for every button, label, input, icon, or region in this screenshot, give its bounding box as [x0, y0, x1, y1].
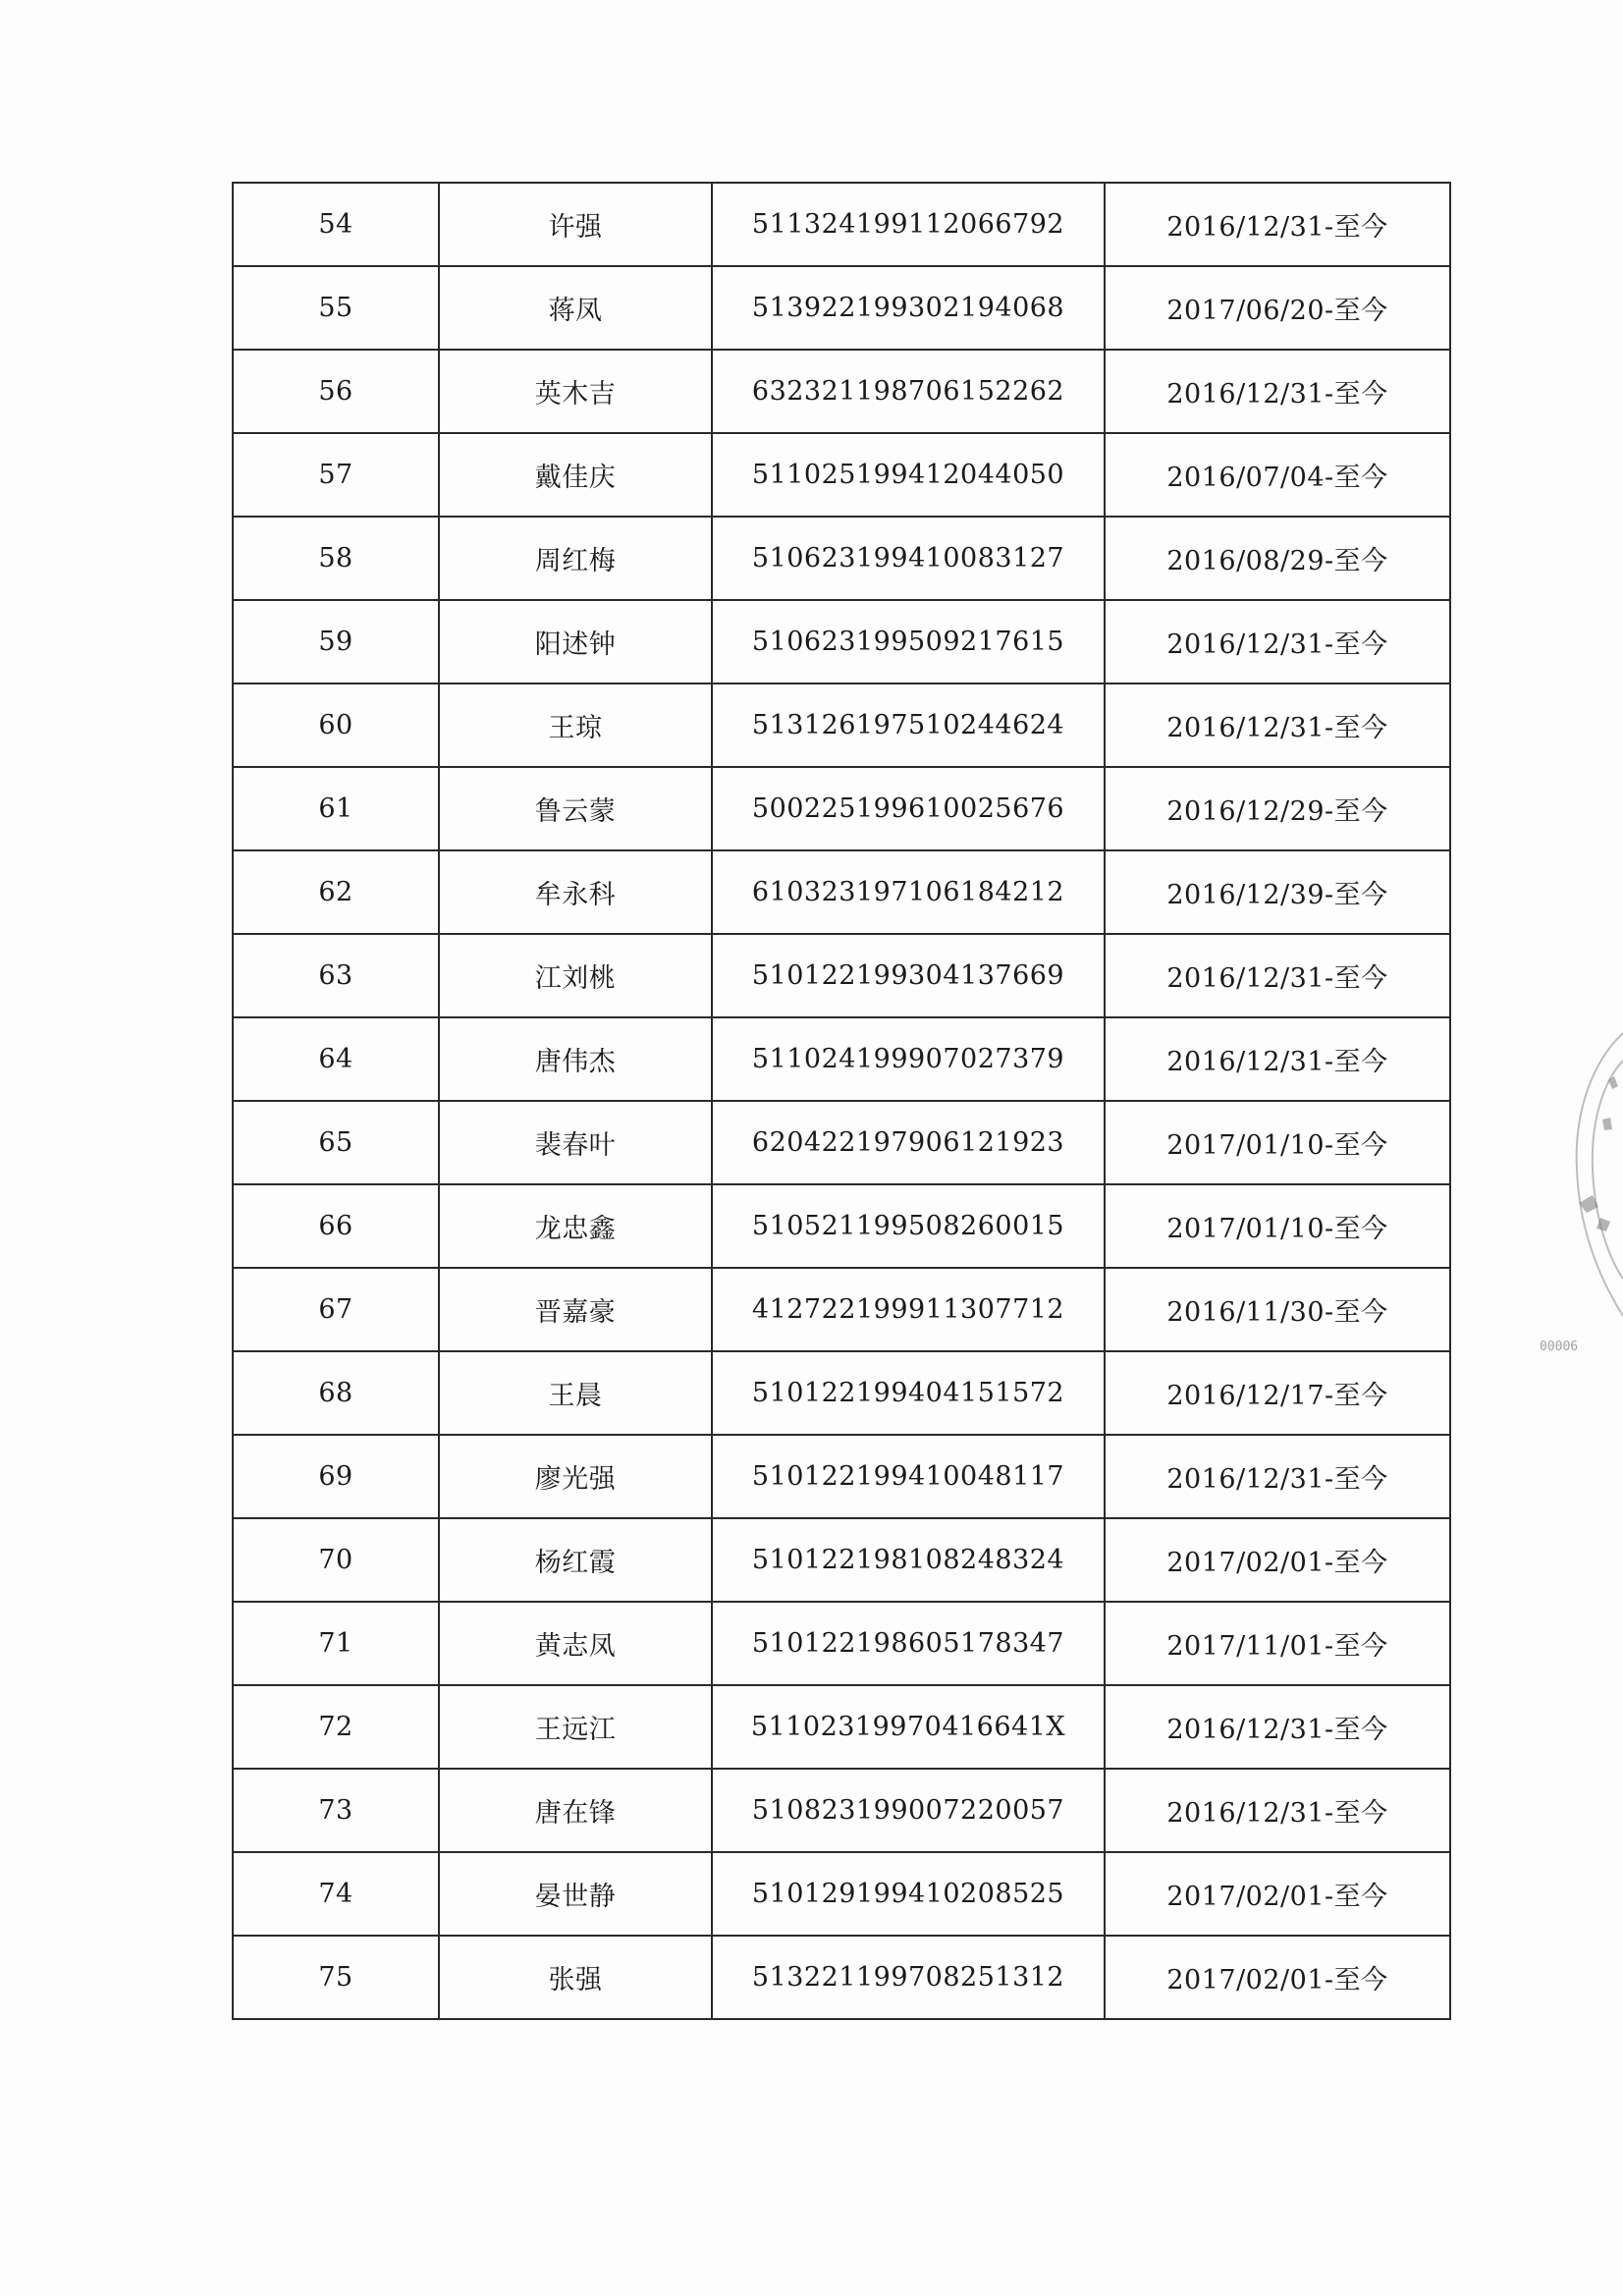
employment-period: 2016/12/29-至今	[1105, 767, 1450, 850]
id-number: 510122199304137669	[712, 934, 1105, 1017]
row-number: 62	[233, 850, 439, 934]
table-row	[233, 1518, 1450, 1602]
employment-period: 2017/02/01-至今	[1105, 1936, 1450, 2019]
person-name: 廖光强	[439, 1435, 712, 1518]
row-number: 69	[233, 1435, 439, 1518]
employment-period: 2017/01/10-至今	[1105, 1101, 1450, 1184]
person-name: 许强	[439, 183, 712, 266]
employment-period: 2017/02/01-至今	[1105, 1518, 1450, 1602]
person-name: 裴春叶	[439, 1101, 712, 1184]
official-seal-fragment	[1540, 1021, 1623, 1375]
row-number: 67	[233, 1268, 439, 1351]
id-number: 510823199007220057	[712, 1769, 1105, 1852]
table-row	[233, 350, 1450, 433]
employment-period: 2016/12/31-至今	[1105, 600, 1450, 683]
id-number: 511025199412044050	[712, 433, 1105, 517]
table-row	[233, 1435, 1450, 1518]
table-row	[233, 266, 1450, 350]
table-row	[233, 1769, 1450, 1852]
person-name: 鲁云蒙	[439, 767, 712, 850]
employment-period: 2016/12/31-至今	[1105, 683, 1450, 767]
table-row	[233, 1602, 1450, 1685]
id-number: 51102319970416641X	[712, 1685, 1105, 1769]
row-number: 75	[233, 1936, 439, 2019]
row-number: 60	[233, 683, 439, 767]
id-number: 511324199112066792	[712, 183, 1105, 266]
person-name: 王远江	[439, 1685, 712, 1769]
person-name: 阳述钟	[439, 600, 712, 683]
row-number: 59	[233, 600, 439, 683]
row-number: 74	[233, 1852, 439, 1936]
table-row	[233, 517, 1450, 600]
row-number: 55	[233, 266, 439, 350]
person-name: 戴佳庆	[439, 433, 712, 517]
table-row	[233, 600, 1450, 683]
employment-period: 2017/01/10-至今	[1105, 1184, 1450, 1268]
employment-period: 2016/12/31-至今	[1105, 1685, 1450, 1769]
id-number: 510623199509217615	[712, 600, 1105, 683]
employee-roster-table	[232, 182, 1451, 2020]
id-number: 513126197510244624	[712, 683, 1105, 767]
table-row	[233, 1936, 1450, 2019]
employment-period: 2016/08/29-至今	[1105, 517, 1450, 600]
person-name: 周红梅	[439, 517, 712, 600]
id-number: 511024199907027379	[712, 1017, 1105, 1101]
id-number: 513221199708251312	[712, 1936, 1105, 2019]
employment-period: 2016/12/31-至今	[1105, 934, 1450, 1017]
table-row	[233, 1184, 1450, 1268]
table-row	[233, 850, 1450, 934]
id-number: 510623199410083127	[712, 517, 1105, 600]
table-row	[233, 767, 1450, 850]
row-number: 68	[233, 1351, 439, 1435]
employment-period: 2016/12/31-至今	[1105, 1769, 1450, 1852]
row-number: 61	[233, 767, 439, 850]
person-name: 黄志凤	[439, 1602, 712, 1685]
person-name: 张强	[439, 1936, 712, 2019]
employment-period: 2016/07/04-至今	[1105, 433, 1450, 517]
employment-period: 2016/12/31-至今	[1105, 1435, 1450, 1518]
person-name: 王琼	[439, 683, 712, 767]
table-row	[233, 1101, 1450, 1184]
id-number: 510122199404151572	[712, 1351, 1105, 1435]
row-number: 54	[233, 183, 439, 266]
roster-body	[233, 183, 1450, 2019]
id-number: 412722199911307712	[712, 1268, 1105, 1351]
row-number: 65	[233, 1101, 439, 1184]
table-row	[233, 1351, 1450, 1435]
employment-period: 2017/02/01-至今	[1105, 1852, 1450, 1936]
person-name: 蒋凤	[439, 266, 712, 350]
employment-period: 2017/11/01-至今	[1105, 1602, 1450, 1685]
person-name: 龙忠鑫	[439, 1184, 712, 1268]
row-number: 73	[233, 1769, 439, 1852]
id-number: 500225199610025676	[712, 767, 1105, 850]
stamp-fragment-text: 00006	[1540, 1339, 1579, 1354]
id-number: 620422197906121923	[712, 1101, 1105, 1184]
row-number: 64	[233, 1017, 439, 1101]
person-name: 唐伟杰	[439, 1017, 712, 1101]
employment-period: 2016/12/39-至今	[1105, 850, 1450, 934]
row-number: 56	[233, 350, 439, 433]
employment-period: 2016/12/31-至今	[1105, 1017, 1450, 1101]
id-number: 510521199508260015	[712, 1184, 1105, 1268]
person-name: 英木吉	[439, 350, 712, 433]
row-number: 70	[233, 1518, 439, 1602]
id-number: 510129199410208525	[712, 1852, 1105, 1936]
table-row	[233, 433, 1450, 517]
table-row	[233, 1268, 1450, 1351]
row-number: 57	[233, 433, 439, 517]
row-number: 63	[233, 934, 439, 1017]
person-name: 王晨	[439, 1351, 712, 1435]
table-row	[233, 683, 1450, 767]
id-number: 632321198706152262	[712, 350, 1105, 433]
employment-period: 2016/12/31-至今	[1105, 183, 1450, 266]
person-name: 杨红霞	[439, 1518, 712, 1602]
employment-period: 2016/11/30-至今	[1105, 1268, 1450, 1351]
table-row	[233, 1685, 1450, 1769]
person-name: 江刘桃	[439, 934, 712, 1017]
row-number: 66	[233, 1184, 439, 1268]
person-name: 晋嘉豪	[439, 1268, 712, 1351]
table-row	[233, 183, 1450, 266]
id-number: 510122198605178347	[712, 1602, 1105, 1685]
employment-period: 2017/06/20-至今	[1105, 266, 1450, 350]
row-number: 58	[233, 517, 439, 600]
row-number: 72	[233, 1685, 439, 1769]
person-name: 晏世静	[439, 1852, 712, 1936]
person-name: 唐在锋	[439, 1769, 712, 1852]
table-row	[233, 934, 1450, 1017]
id-number: 513922199302194068	[712, 266, 1105, 350]
table-row	[233, 1017, 1450, 1101]
table-row	[233, 1852, 1450, 1936]
person-name: 牟永科	[439, 850, 712, 934]
id-number: 610323197106184212	[712, 850, 1105, 934]
employment-period: 2016/12/31-至今	[1105, 350, 1450, 433]
id-number: 510122198108248324	[712, 1518, 1105, 1602]
id-number: 510122199410048117	[712, 1435, 1105, 1518]
row-number: 71	[233, 1602, 439, 1685]
employment-period: 2016/12/17-至今	[1105, 1351, 1450, 1435]
